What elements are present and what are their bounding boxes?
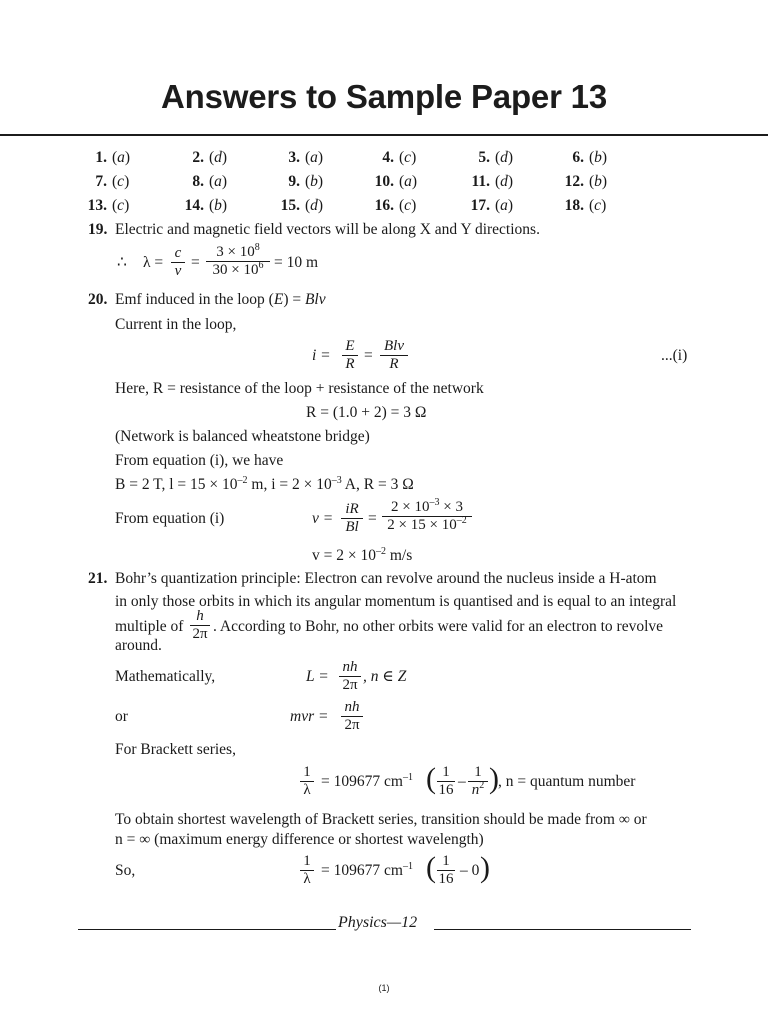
- exponent: 2: [479, 780, 485, 791]
- page-number: (1): [378, 983, 390, 993]
- page-title: Answers to Sample Paper 13: [161, 78, 607, 115]
- mcq-letter: c: [117, 173, 125, 190]
- exponent: –1: [402, 772, 413, 783]
- text: 2 × 10: [391, 499, 430, 515]
- one-over-n-squared: [468, 764, 488, 799]
- one-over-sixteen: [437, 764, 455, 799]
- mcq-number: 18.: [564, 197, 584, 214]
- quantum-number-note: , n = quantum number: [498, 773, 636, 790]
- text: m, i = 2 × 10: [247, 476, 332, 493]
- mcq-letter: a: [404, 173, 412, 190]
- right-paren: ): [489, 762, 499, 795]
- mcq-answer: (d): [209, 149, 228, 166]
- numerator-text: 3 × 10: [216, 244, 255, 260]
- mcq-number: 7.: [95, 173, 107, 190]
- numerator: 1: [300, 853, 314, 871]
- minus-sign: –: [458, 773, 466, 790]
- q20-line4: R = (1.0 + 2) = 3 Ω: [306, 404, 427, 421]
- mcq-letter: c: [117, 197, 125, 214]
- nh-over-2pi: [341, 699, 363, 734]
- footer-title: Physics—12: [338, 914, 418, 931]
- mcq-answer: (c): [112, 173, 130, 190]
- mcq-answer: (d): [495, 173, 514, 190]
- q21-line1: Bohr’s quantization principle: Electron can revolve around the nucleus inside a H-atom: [115, 570, 657, 587]
- denominator: [468, 782, 488, 799]
- q20-velocity-fraction: [382, 499, 472, 534]
- denominator: 2π: [192, 626, 208, 642]
- q20-line7: [115, 476, 414, 494]
- mcq-letter: b: [594, 149, 602, 166]
- mcq-number: 17.: [470, 197, 490, 214]
- mcq-answer: (a): [112, 149, 131, 166]
- mcq-letter: d: [214, 149, 222, 166]
- text: = 109677 cm: [321, 862, 403, 879]
- text: v = 2 × 10: [312, 547, 376, 564]
- mcq-answer: (a): [305, 149, 324, 166]
- symbol-blv: Blv: [304, 291, 326, 308]
- question-number: 21.: [88, 570, 108, 587]
- q20-line6: From equation (i), we have: [115, 452, 284, 469]
- mcq-number: 12.: [564, 173, 584, 190]
- text: m/s: [385, 547, 413, 564]
- q20-line2: Current in the loop,: [115, 316, 237, 333]
- mcq-answer: (b): [589, 173, 608, 190]
- q20-equals: =: [368, 510, 377, 527]
- q20-ir-over-bl: [341, 501, 363, 536]
- exponent: 8: [254, 242, 260, 253]
- mcq-number: 14.: [184, 197, 204, 214]
- q21-h-over-2pi: [190, 608, 210, 643]
- mcq-number: 8.: [192, 173, 204, 190]
- mcq-number: 10.: [374, 173, 394, 190]
- mcq-number: 1.: [95, 149, 107, 166]
- mcq-letter: d: [310, 197, 318, 214]
- q20-result: [312, 547, 412, 565]
- q20-blv-over-r: [380, 338, 408, 373]
- mcq-answer: (c): [399, 197, 417, 214]
- q21-line5: To obtain shortest wavelength of Brackett series, transition should be made from ∞ or: [115, 811, 647, 828]
- numerator: Blv: [380, 338, 408, 356]
- exponent: –2: [456, 515, 467, 526]
- q19-wavelength-fraction: [206, 244, 270, 279]
- q20-equals: =: [364, 347, 373, 364]
- mcq-number: 2.: [192, 149, 204, 166]
- exponent: –3: [429, 497, 440, 508]
- denominator: [382, 517, 472, 534]
- numerator: nh: [341, 699, 363, 717]
- mcq-letter: d: [500, 149, 508, 166]
- mcq-answer: (a): [495, 197, 514, 214]
- mcq-letter: c: [404, 149, 412, 166]
- mcq-number: 4.: [382, 149, 394, 166]
- text: × 3: [439, 499, 463, 515]
- q19-c-over-v: [171, 245, 185, 280]
- denominator: 16: [438, 782, 454, 798]
- exponent: –2: [375, 546, 386, 557]
- numerator: iR: [341, 501, 363, 519]
- numerator: 1: [437, 853, 455, 871]
- left-paren: (: [426, 851, 436, 884]
- mcq-letter: d: [500, 173, 508, 190]
- q20-v-eq: v =: [312, 510, 334, 527]
- numerator: c: [171, 245, 185, 263]
- one-over-lambda: [300, 764, 314, 799]
- mcq-number: 11.: [471, 173, 490, 190]
- denominator: 2π: [344, 717, 360, 733]
- denominator: Bl: [345, 519, 359, 535]
- mcq-answer: (c): [112, 197, 130, 214]
- so-label: So,: [115, 862, 136, 879]
- text: Emf induced in the loop (: [115, 291, 274, 308]
- text: n: [471, 782, 480, 798]
- question-number: 20.: [88, 291, 108, 308]
- exponent: –3: [331, 475, 342, 486]
- footer-rule-right: [434, 929, 691, 930]
- rydberg-term: [321, 862, 413, 880]
- q19-text: Electric and magnetic field vectors will be along X and Y directions.: [115, 221, 540, 238]
- denominator: 2π: [342, 677, 358, 693]
- denominator: 16: [438, 871, 454, 887]
- q21-line4: around.: [115, 637, 162, 654]
- numerator: E: [342, 338, 358, 356]
- q20-i-eq: i =: [312, 347, 331, 364]
- q19-equals: =: [191, 254, 200, 271]
- mcq-number: 5.: [478, 149, 490, 166]
- q20-line3: Here, R = resistance of the loop + resistance of the network: [115, 380, 484, 397]
- mcq-number: 16.: [374, 197, 394, 214]
- mcq-letter: a: [500, 197, 508, 214]
- mcq-number: 6.: [572, 149, 584, 166]
- mcq-number: 15.: [280, 197, 300, 214]
- l-eq: L =: [306, 668, 329, 685]
- mcq-number: 13.: [87, 197, 107, 214]
- mcq-answer: (b): [305, 173, 324, 190]
- denominator: λ: [303, 782, 311, 798]
- q19-lambda: λ =: [143, 254, 164, 271]
- mcq-letter: b: [214, 197, 222, 214]
- mcq-letter: c: [594, 197, 602, 214]
- nh-over-2pi: [339, 659, 361, 694]
- denominator: R: [389, 356, 399, 372]
- text: 2 × 15 × 10: [387, 517, 457, 533]
- n-in-z: , n ∈ Z: [363, 668, 407, 685]
- symbol-e: E: [273, 291, 284, 308]
- mvr-eq: mvr =: [290, 708, 329, 725]
- title-divider: [0, 134, 768, 136]
- mcq-answer: (d): [495, 149, 514, 166]
- q19-result: = 10 m: [274, 254, 319, 271]
- therefore-symbol: ∴: [117, 254, 127, 271]
- mcq-letter: b: [310, 173, 318, 190]
- mcq-answer: (c): [399, 149, 417, 166]
- q21-line3-a: multiple of: [115, 618, 184, 635]
- numerator: 1: [468, 764, 488, 782]
- brackett-label: For Brackett series,: [115, 741, 236, 758]
- exponent: –2: [237, 475, 248, 486]
- mcq-letter: b: [594, 173, 602, 190]
- one-over-sixteen: [437, 853, 455, 888]
- mcq-number: 3.: [288, 149, 300, 166]
- question-number: 19.: [88, 221, 108, 238]
- minus-zero: – 0: [460, 862, 480, 879]
- mcq-answer: (a): [399, 173, 418, 190]
- q20-e-over-r: [342, 338, 358, 373]
- mcq-answer: (b): [209, 197, 228, 214]
- denominator: R: [345, 356, 355, 372]
- numerator: h: [190, 608, 210, 626]
- mcq-answer: (d): [305, 197, 324, 214]
- mcq-answer: (c): [589, 197, 607, 214]
- rydberg-term: [321, 773, 413, 791]
- one-over-lambda: [300, 853, 314, 888]
- denominator: [206, 262, 270, 279]
- or-label: or: [115, 708, 128, 725]
- exponent: –1: [402, 861, 413, 872]
- equation-reference: ...(i): [661, 347, 688, 364]
- mcq-letter: c: [404, 197, 412, 214]
- q21-line2: in only those orbits in which its angular momentum is quantised and is equal to an integral: [115, 593, 677, 610]
- text: B = 2 T, l = 15 × 10: [115, 476, 238, 493]
- mcq-answer: (a): [209, 173, 228, 190]
- q20-line1: [115, 291, 326, 309]
- denominator: λ: [303, 871, 311, 887]
- denominator: v: [174, 263, 182, 279]
- text: ) =: [283, 291, 305, 308]
- mcq-letter: a: [117, 149, 125, 166]
- mcq-number: 9.: [288, 173, 300, 190]
- mcq-answer: (b): [589, 149, 608, 166]
- math-label: Mathematically,: [115, 668, 216, 685]
- footer-rule-left: [78, 929, 336, 930]
- exponent: 6: [258, 260, 264, 271]
- text: = 109677 cm: [321, 773, 403, 790]
- denominator-text: 30 × 10: [212, 262, 259, 278]
- q21-line3-b: . According to Bohr, no other orbits were valid for an electron to revolve: [213, 618, 664, 635]
- q20-line5: (Network is balanced wheatstone bridge): [115, 428, 370, 445]
- numerator: 1: [437, 764, 455, 782]
- q20-line8: From equation (i): [115, 510, 225, 527]
- numerator: 1: [300, 764, 314, 782]
- right-paren: ): [480, 851, 490, 884]
- mcq-letter: a: [214, 173, 222, 190]
- text: A, R = 3 Ω: [341, 476, 414, 493]
- left-paren: (: [426, 762, 436, 795]
- q21-line6: n = ∞ (maximum energy difference or shortest wavelength): [115, 831, 484, 848]
- numerator: nh: [339, 659, 361, 677]
- mcq-letter: a: [310, 149, 318, 166]
